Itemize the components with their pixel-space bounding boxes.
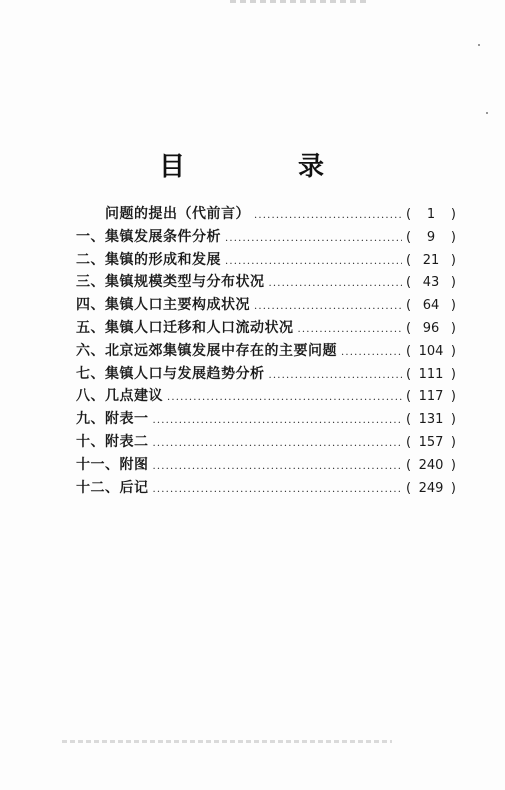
toc-entry-label: 八、几点建议	[76, 388, 163, 405]
toc-entry-label: 一、集镇发展条件分析	[76, 228, 221, 245]
toc-entry-page-number: ( 64 )	[406, 298, 456, 314]
toc-leader-dots	[153, 484, 403, 495]
toc-leader-dots	[153, 461, 403, 472]
toc-entry-label: 十二、后记	[76, 479, 149, 496]
toc-leader-dots	[269, 370, 403, 381]
toc-entry[interactable]	[76, 294, 456, 317]
toc-entry[interactable]	[76, 363, 456, 386]
toc-entry-page-number: ( 111 )	[406, 366, 456, 382]
toc-entry-label: 二、集镇的形成和发展	[76, 251, 221, 268]
toc-entry[interactable]	[76, 226, 456, 249]
toc-entry-label: 三、集镇规模类型与分布状况	[76, 274, 265, 291]
toc-leader-dots	[254, 210, 402, 221]
toc-entry-page-number: ( 43 )	[406, 275, 456, 291]
toc-leader-dots	[269, 278, 403, 289]
toc-leader-dots	[254, 301, 402, 312]
toc-entry-label: 四、集镇人口主要构成状况	[76, 297, 250, 314]
page-title: 目 录	[158, 152, 377, 182]
toc-entry-page-number: ( 96 )	[406, 320, 456, 336]
scan-speck	[486, 112, 488, 114]
toc-entry-page-number: ( 104 )	[406, 343, 456, 359]
toc-entry-label: 十一、附图	[76, 456, 149, 473]
toc-leader-dots	[153, 438, 403, 449]
toc-entry[interactable]	[76, 454, 456, 477]
toc-leader-dots	[225, 233, 402, 244]
toc-entry-label: 七、集镇人口与发展趋势分析	[76, 365, 265, 382]
toc-entry-page-number: ( 157 )	[406, 434, 456, 450]
scan-speck	[478, 44, 480, 46]
toc-entry-label: 九、附表一	[76, 411, 149, 428]
toc-entry[interactable]	[76, 477, 456, 500]
toc-entry-page-number: ( 240 )	[406, 457, 456, 473]
toc-entry-page-number: ( 21 )	[406, 252, 456, 268]
toc-entry[interactable]	[76, 249, 456, 272]
toc-entry-page-number: ( 1 )	[406, 207, 456, 222]
toc-entry[interactable]	[76, 317, 456, 340]
toc-entry-page-number: ( 117 )	[406, 389, 456, 405]
toc-leader-dots	[298, 324, 403, 335]
toc-entry-page-number: ( 9 )	[406, 229, 456, 245]
toc-leader-dots	[153, 415, 403, 426]
toc-leader-dots	[167, 392, 402, 403]
toc-entry[interactable]	[76, 203, 456, 226]
toc-entry[interactable]	[76, 340, 456, 363]
toc-entry-label: 十、附表二	[76, 433, 149, 450]
toc-entry[interactable]	[76, 271, 456, 294]
toc-entry[interactable]	[76, 408, 456, 431]
toc-entry-page-number: ( 131 )	[406, 412, 456, 428]
toc-leader-dots	[341, 347, 402, 358]
scan-artifact-top	[230, 0, 370, 3]
toc-entry-label: 问题的提出（代前言）	[105, 206, 250, 222]
toc-leader-dots	[225, 256, 402, 267]
table-of-contents	[76, 203, 456, 499]
toc-entry-label: 六、北京远郊集镇发展中存在的主要问题	[76, 342, 337, 359]
scan-artifact-bottom	[62, 740, 392, 743]
toc-entry-label: 五、集镇人口迁移和人口流动状况	[76, 319, 294, 336]
toc-entry-page-number: ( 249 )	[406, 480, 456, 496]
toc-entry[interactable]	[76, 431, 456, 454]
toc-entry[interactable]	[76, 385, 456, 408]
